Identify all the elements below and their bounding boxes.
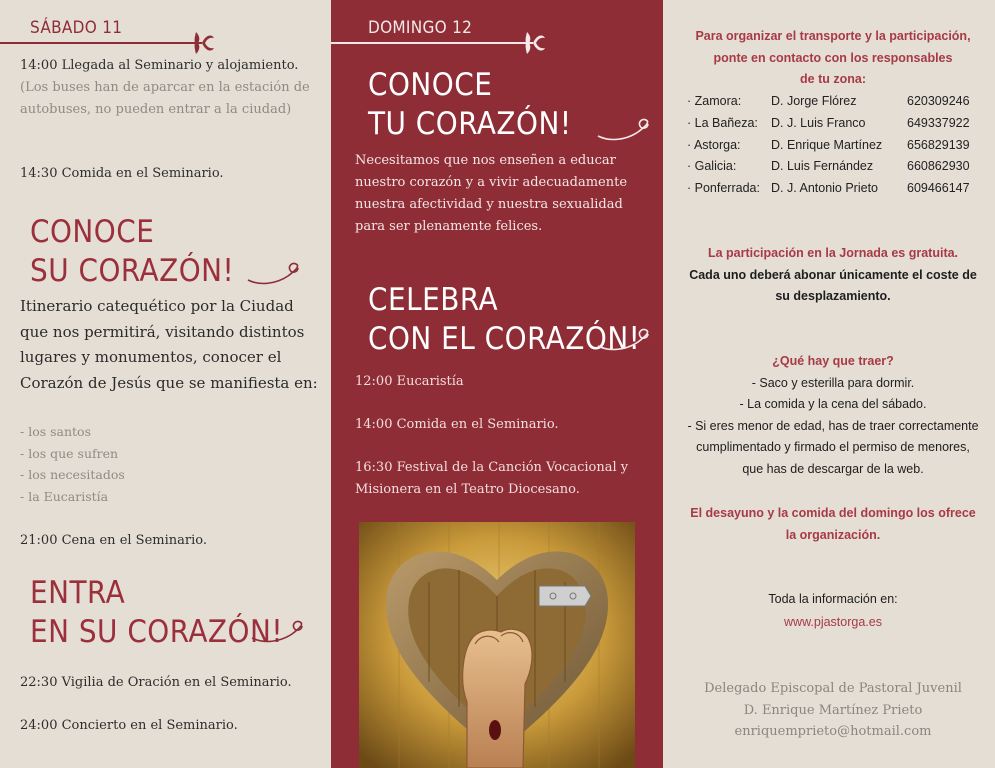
title-line: ENTRA — [30, 575, 126, 611]
fleur-icon — [178, 28, 216, 58]
bus-note: (Los buses han de aparcar en la estación de autobuses, no pueden entrar a la ciudad) — [20, 80, 310, 117]
bring-item: que has de descargar de la web. — [742, 461, 924, 476]
info-column — [663, 0, 995, 768]
list-item: - la Eucaristía — [20, 488, 109, 504]
concert-text: 24:00 Concierto en el Seminario. — [20, 718, 238, 733]
footer-line: D. Enrique Martínez Prieto — [743, 702, 923, 718]
contact-name: D. Luis Fernández — [771, 159, 874, 173]
contact-phone: 609466147 — [907, 181, 970, 195]
contact-phone: 649337922 — [907, 116, 970, 130]
title-line: CELEBRA — [368, 282, 499, 318]
arrival-text: 14:00 Llegada al Seminario y alojamiento. — [20, 58, 299, 73]
itinerary-text: Itinerario catequético por la Ciudad que nos permitirá, visitando distintos lugares y monumentos, conocer el Corazón de Jesús que se manifiesta en: — [20, 297, 318, 392]
section-title-conoce-tu-corazon — [368, 66, 572, 144]
contact-zone: · Galicia: — [687, 159, 737, 173]
bring-item: - Saco y esterilla para dormir. — [751, 375, 915, 390]
cost-line: Cada uno deberá abonar únicamente el coste de — [689, 267, 977, 282]
list-item: - los santos — [20, 424, 91, 439]
festival-text: 16:30 Festival de la Canción Vocacional y Misionera en el Teatro Diocesano. — [355, 460, 629, 497]
list-item: - los necesitados — [20, 467, 125, 482]
manifestation-list — [20, 421, 320, 507]
saturday-column — [0, 0, 331, 768]
title-line: CONOCE — [368, 67, 493, 103]
contact-name: D. Jorge Flórez — [771, 94, 857, 108]
bring-item: - La comida y la cena del sábado. — [739, 397, 927, 411]
bring-title: ¿Qué hay que traer? — [772, 354, 894, 368]
breakfast-line: la organización. — [785, 527, 881, 542]
title-line: EN SU CORAZÓN! — [30, 614, 284, 650]
heart-door-image — [359, 522, 635, 768]
dinner-text: 21:00 Cena en el Seminario. — [20, 533, 207, 548]
contact-name: D. J. Luis Franco — [771, 116, 866, 130]
email-link[interactable]: enriquemprieto@hotmail.com — [734, 724, 932, 739]
cost-line: su desplazamiento. — [775, 289, 891, 303]
swirl-ornament-icon — [250, 620, 308, 646]
header-rule — [0, 42, 190, 44]
contact-zone: · Ponferrada: — [687, 181, 760, 195]
contact-phone: 656829139 — [907, 138, 970, 152]
contact-zone: · La Bañeza: — [687, 116, 758, 130]
bring-item: cumplimentado y firmado el permiso de menores, — [696, 440, 970, 454]
lunch-text: 14:00 Comida en el Seminario. — [355, 417, 559, 432]
intro-line: ponte en contacto con los responsables — [713, 50, 953, 65]
contact-name: D. Enrique Martínez — [771, 138, 883, 152]
sunday-header: DOMINGO 12 — [368, 18, 473, 38]
what-to-bring — [663, 351, 995, 480]
swirl-ornament-icon — [596, 118, 654, 144]
info-label: Toda la información en: — [768, 592, 898, 606]
delegate-footer — [663, 678, 995, 743]
contact-phone: 660862930 — [907, 159, 970, 173]
education-text: Necesitamos que nos enseñen a educar nuestro corazón y a vivir adecuadamente nuestra afectividad y nuestra sexualidad para ser plenamente felices. — [355, 153, 628, 234]
title-line: CONOCE — [30, 214, 155, 250]
swirl-ornament-icon — [246, 262, 304, 288]
participation-note — [663, 243, 995, 308]
list-item: - los que sufren — [20, 445, 119, 461]
vigil-text: 22:30 Vigilia de Oración en el Seminario. — [20, 675, 292, 690]
intro-line: de tu zona: — [800, 72, 866, 86]
swirl-ornament-icon — [596, 328, 654, 354]
title-line: SU CORAZÓN! — [30, 253, 235, 289]
section-title-conoce-su-corazon — [30, 213, 234, 291]
bring-item: - Si eres menor de edad, has de traer correctamente — [687, 418, 979, 433]
footer-line: Delegado Episcopal de Pastoral Juvenil — [704, 681, 962, 696]
header-rule — [331, 42, 521, 44]
title-line: TU CORAZÓN! — [368, 106, 572, 142]
info-block — [663, 589, 995, 633]
fleur-icon — [509, 28, 547, 58]
lunch-text: 14:30 Comida en el Seminario. — [20, 166, 224, 181]
saturday-header: SÁBADO 11 — [30, 18, 123, 38]
website-link[interactable]: www.pjastorga.es — [784, 614, 882, 629]
free-line: La participación en la Jornada es gratuita. — [707, 246, 959, 260]
breakfast-line: El desayuno y la comida del domingo los ofrece — [690, 506, 976, 520]
breakfast-note — [663, 503, 995, 546]
title-line: CON EL CORAZÓN! — [368, 321, 641, 357]
contact-zone: · Astorga: — [687, 138, 741, 152]
intro-line: Para organizar el transporte y la participación, — [695, 29, 971, 43]
eucharist-text: 12:00 Eucaristía — [355, 374, 464, 389]
section-title-entra-en-su-corazon — [30, 574, 283, 652]
transport-intro — [663, 26, 995, 91]
contact-name: D. J. Antonio Prieto — [771, 181, 879, 195]
contact-phone: 620309246 — [907, 94, 970, 108]
contact-zone: · Zamora: — [687, 94, 742, 108]
